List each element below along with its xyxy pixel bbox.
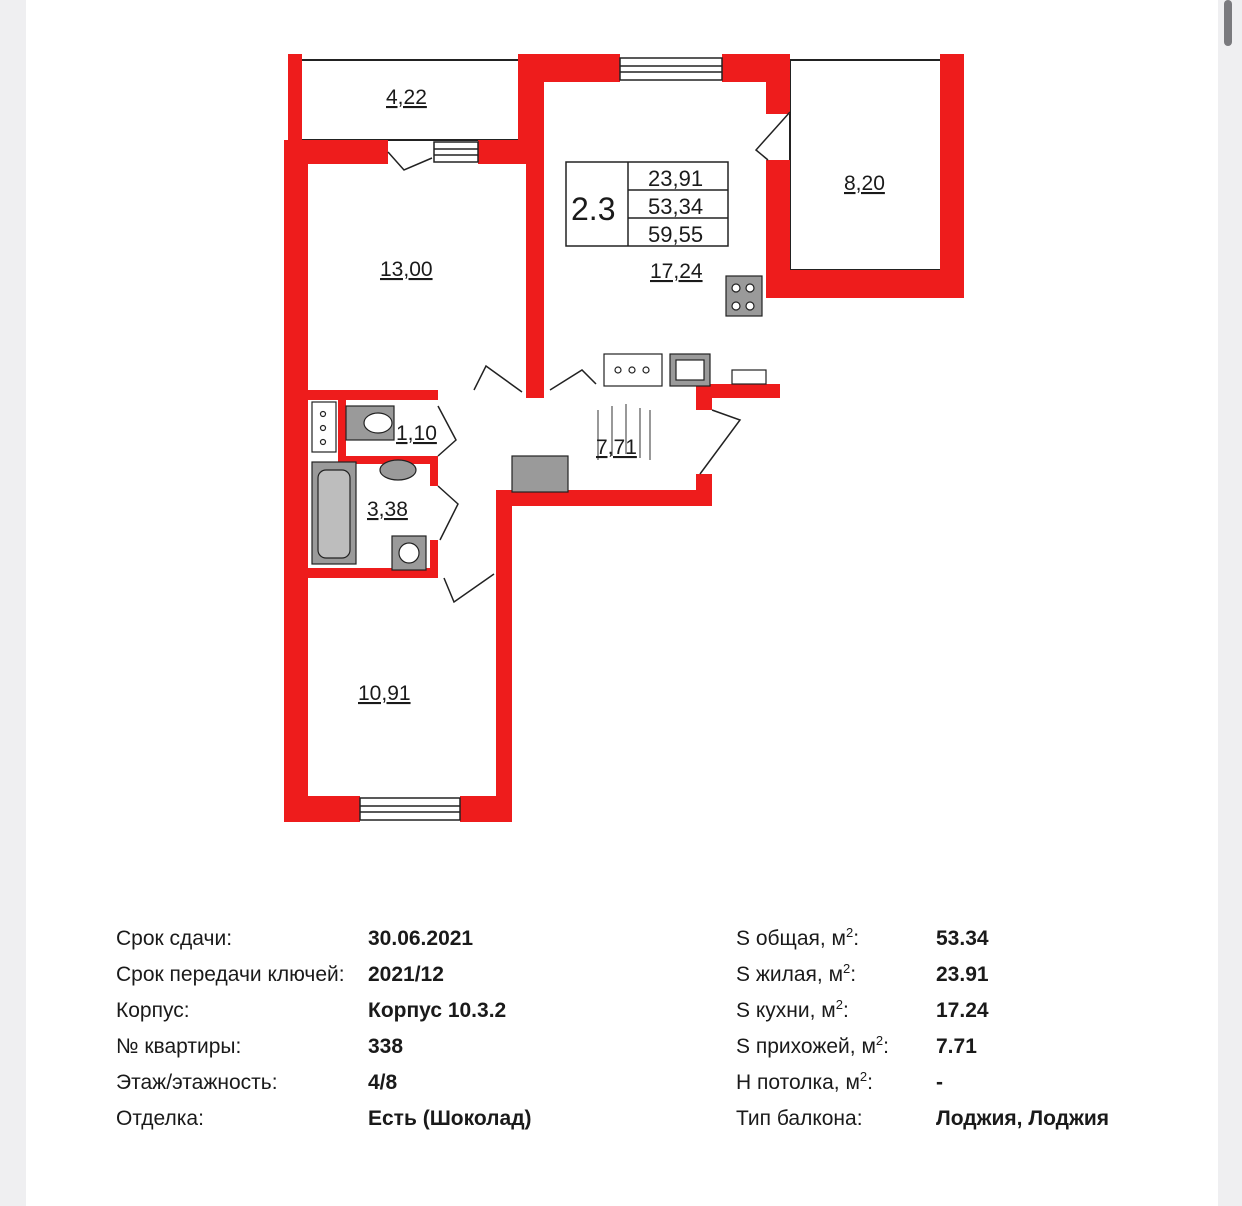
info-value-finish: Есть (Шоколад)	[368, 1107, 532, 1130]
wall-right-balcony-top-stub	[766, 54, 790, 114]
scrollbar-thumb[interactable]	[1224, 0, 1232, 46]
info-value-hall-area: 7.71	[936, 1035, 977, 1058]
info-value-kitchen-area: 17.24	[936, 999, 989, 1022]
floor-plan	[26, 0, 1218, 860]
counter-icon	[604, 354, 662, 386]
info-value-balcony-type: Лоджия, Лоджия	[936, 1107, 1110, 1130]
wall-kitchen-right	[766, 160, 790, 298]
info-value-total-area: 53.34	[936, 927, 989, 950]
info-value-delivery: 30.06.2021	[368, 927, 474, 950]
info-value-ceiling-height: -	[936, 1071, 943, 1094]
wall-toilet-left	[338, 400, 346, 460]
info-label-ceiling-height: Н потолка, $м^2$:	[736, 1069, 873, 1094]
room-area-room-2: 10,91	[358, 682, 411, 705]
room-area-bathroom: 3,38	[367, 498, 408, 521]
area-living: 23,91	[648, 166, 704, 191]
radiator-icon	[512, 456, 568, 492]
wall-bottom-left	[284, 796, 360, 822]
info-label-finish: Отделка:	[116, 1107, 204, 1130]
wall-kitchen-bottom-stub	[696, 384, 712, 410]
info-value-floor: 4/8	[368, 1071, 398, 1094]
area-total-with-balcony: 59,55	[648, 222, 704, 247]
info-label-living-area: S жилая, $м^2$:	[736, 961, 857, 986]
info-label-floor: Этаж/этажность:	[116, 1071, 278, 1094]
room-area-balcony-right: 8,20	[844, 172, 885, 195]
room-area-kitchen: 17,24	[650, 260, 703, 283]
info-value-building: Корпус 10.3.2	[368, 999, 507, 1022]
basin-icon	[380, 460, 416, 480]
wall-hall-top	[526, 384, 544, 398]
info-label-kitchen-area: S кухни, $м^2$:	[736, 997, 849, 1022]
plan-doors	[388, 112, 790, 602]
info-value-apartment-number: 338	[368, 1035, 404, 1058]
wall-balcony-left	[288, 54, 302, 150]
info-label-balcony-type: Тип балкона:	[736, 1107, 863, 1130]
info-label-keys: Срок передачи ключей:	[116, 963, 345, 986]
room-area-room-1: 13,00	[380, 258, 433, 281]
wall-right-balcony-bottom	[776, 270, 964, 298]
wall-bath-right	[430, 456, 438, 486]
room-area-toilet: 1,10	[396, 422, 437, 445]
info-label-apartment-number: № квартиры:	[116, 1035, 242, 1058]
stove-icon	[726, 276, 762, 316]
info-label-delivery: Срок сдачи:	[116, 927, 233, 950]
wall-kitchen-left	[526, 82, 544, 398]
room-area-balcony-top: 4,22	[386, 86, 427, 109]
wall-right-balcony-right	[940, 54, 964, 298]
wall-bottom-right	[460, 796, 512, 822]
info-label-total-area: S общая, $м^2$:	[736, 925, 860, 950]
wall-bath-top	[308, 390, 438, 400]
wall-outer-left	[284, 140, 308, 822]
wall-kitchen-top-left	[518, 54, 620, 82]
info-label-building: Корпус:	[116, 999, 190, 1022]
wall-bath-right-low	[430, 540, 438, 578]
area-total: 53,34	[648, 194, 704, 219]
document-page	[26, 0, 1218, 1206]
room-area-hall: 7,71	[596, 436, 637, 459]
info-label-hall-area: S прихожей, $м^2$:	[736, 1033, 889, 1058]
apartment-code: 2.3	[571, 191, 616, 227]
wall-inner-right	[496, 490, 512, 822]
info-value-keys: 2021/12	[368, 963, 444, 986]
info-value-living-area: 23.91	[936, 963, 989, 986]
